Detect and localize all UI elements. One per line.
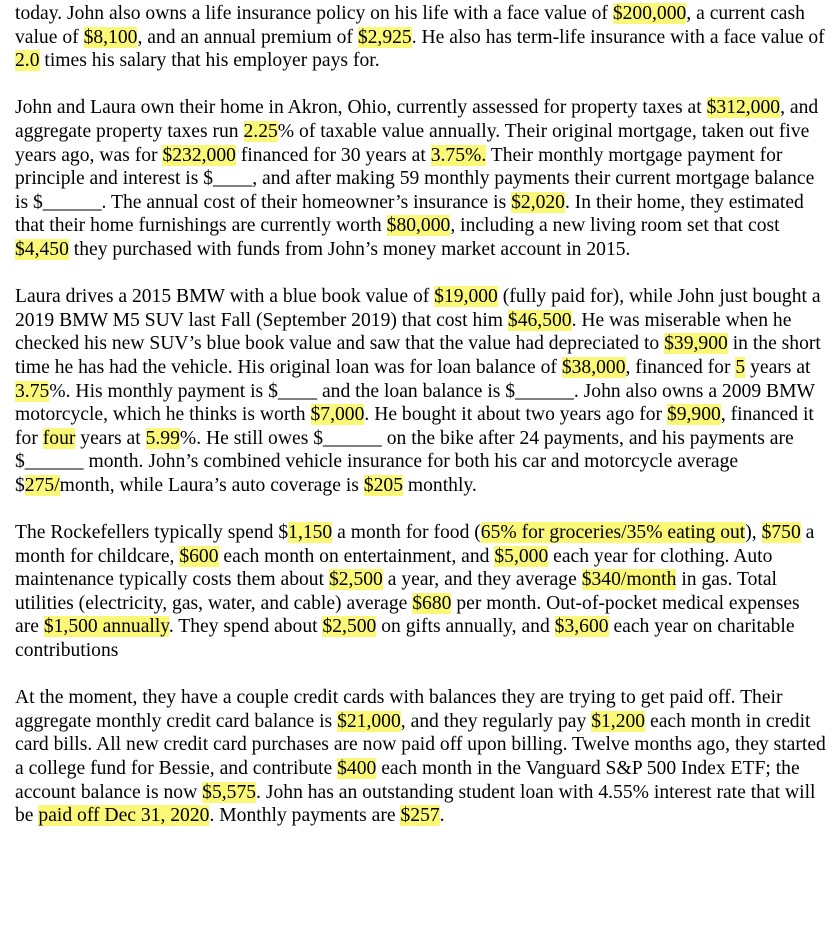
text-run: . [439,805,445,827]
text-run: a month for food ( [332,522,481,544]
highlighted-value: $21,000 [337,710,401,732]
text-run: each month on entertainment, and [218,545,495,567]
text-run: . He was miserable when he checked his new SUV’s blue book value and saw that the value had depreciated to [15,309,792,355]
highlighted-value: $2,500 [322,616,377,638]
highlighted-value: $400 [337,758,377,779]
text-run: John and Laura own their home in Akron, Ohio, currently assessed for property taxes at [15,97,707,119]
highlighted-value: $1,200 [591,710,646,732]
text-run: per month. Out-of-pocket medical expenses are [15,592,800,638]
highlighted-value: $4,450 [15,238,69,260]
paragraph-1 [15,2,827,73]
text-run: The Rockefellers typically spend $ [15,522,289,544]
text-run: each year for clothing. Auto maintenance typically costs them about [15,545,773,591]
highlighted-value: $80,000 [386,215,451,237]
highlighted-value: $312,000 [706,97,781,119]
highlighted-value: 1,150 [288,522,333,544]
highlighted-value: $340/month [581,569,677,591]
paragraph-3 [15,285,827,497]
text-run: , a current cash value of [15,3,805,48]
highlighted-value: 2.0 [15,50,40,72]
highlighted-value: 3.75%. [430,144,487,166]
highlighted-value: four [42,427,76,449]
text-run: (fully paid for), while John just bought a 2019 BMW M5 SUV last Fall (September 2019) that cost him [15,286,821,331]
text-run: %. His monthly payment is $____ and the loan balance is $______. John also owns a 2009 BMW motorcycle, which he thinks is worth [15,380,815,426]
highlighted-value: $5,000 [494,545,549,567]
highlighted-value: $600 [179,545,219,567]
paragraph-2 [15,96,827,261]
highlighted-value: $200,000 [612,3,687,24]
highlighted-value: $1,500 annually [43,616,169,638]
highlighted-value: $750 [761,522,801,544]
highlighted-value: $2,020 [511,191,565,213]
text-run: , financed for [625,356,736,378]
text-run: ), [745,522,762,544]
text-run: each month in the Vanguard S&P 500 Index ETF; the account balance is now [15,758,800,803]
text-run: . In their home, they estimated that their home furnishings are currently worth [15,191,804,237]
text-run: . John has an outstanding student loan with 4.55% interest rate that will be [15,781,816,827]
highlighted-value: paid off Dec 31, 2020 [38,805,210,827]
text-run: financed for 30 years at [235,144,431,166]
highlighted-value: 5.99 [145,427,180,449]
highlighted-value: 3.75 [15,380,50,402]
text-run: , and they regularly pay [400,710,592,732]
highlighted-value: $38,000 [561,356,626,378]
highlighted-value: $46,500 [507,309,572,331]
highlighted-value: $680 [412,592,452,614]
highlighted-value: $2,500 [328,569,383,591]
text-run: a month for childcare, [15,522,815,567]
text-run: monthly. [402,474,477,496]
highlighted-value: 5 [735,356,746,378]
highlighted-value: $39,900 [664,333,728,355]
paragraph-4 [15,521,827,663]
text-run: % of taxable value annually. Their original mortgage, taken out five years ago, was for [15,120,810,166]
text-run: . He bought it about two years ago for [364,404,667,426]
paragraph-5 [15,686,827,828]
highlighted-value: $19,000 [434,286,498,308]
highlighted-value: $3,600 [554,616,609,638]
text-run: Their monthly mortgage payment for principle and interest is $____, and after making 59 monthly payments their current mortgage balance is $______. The annual cost of their homeowner’s insurance is [15,144,815,213]
highlighted-value: $232,000 [162,144,236,166]
highlighted-value: $257 [400,805,440,827]
text-run: . They spend about [168,616,323,638]
text-run: %. He still owes $______ on the bike after 24 payments, and his payments are $______ month. John’s combined vehicle insurance for both his car and motorcycle average $ [15,427,794,496]
highlighted-value: $7,000 [310,404,365,426]
text-run: in the short time he has had the vehicle. His original loan was for loan balance of [15,333,821,378]
document-body [15,0,827,851]
text-run: each month in credit card bills. All new credit card purchases are now paid off upon billing. Twelve months ago, they started a college fund for Bessie, and contribute [15,710,826,779]
text-run: , and aggregate property taxes run [15,97,819,142]
text-run: , financed it for [15,404,814,449]
highlighted-value: $9,900 [666,404,721,426]
highlighted-value: $5,575 [202,781,257,803]
highlighted-value: $2,925 [357,26,412,48]
highlighted-value: 2.25 [243,120,278,142]
text-run: in gas. Total utilities (electricity, gas, water, and cable) average [15,569,778,614]
highlighted-value: $205 [363,474,403,496]
text-run: on gifts annually, and [376,616,555,638]
text-run: Laura drives a 2015 BMW with a blue book value of [15,286,435,308]
text-run: years at [75,427,146,449]
text-run: At the moment, they have a couple credit cards with balances they are trying to get paid off. Their aggregate monthly credit card balance is [15,687,783,732]
text-run: , including a new living room set that cost [450,215,780,237]
text-run: . Monthly payments are [209,805,401,827]
text-run: each year on charitable contributions [15,616,795,662]
highlighted-value: 65% for groceries/35% eating out [480,522,746,544]
text-run: . He also has term-life insurance with a face value of [411,26,825,48]
text-run: , and an annual premium of [137,26,358,48]
text-run: years at [745,356,811,378]
text-run: a year, and they average [382,569,582,591]
text-run: they purchased with funds from John’s money market account in 2015. [68,238,631,260]
text-run: today. John also owns a life insurance policy on his life with a face value of [15,3,613,24]
text-run: times his salary that his employer pays for. [39,50,380,72]
highlighted-value: 275/ [24,474,60,496]
highlighted-value: $8,100 [83,26,138,48]
text-run: month, while Laura’s auto coverage is [59,474,364,496]
